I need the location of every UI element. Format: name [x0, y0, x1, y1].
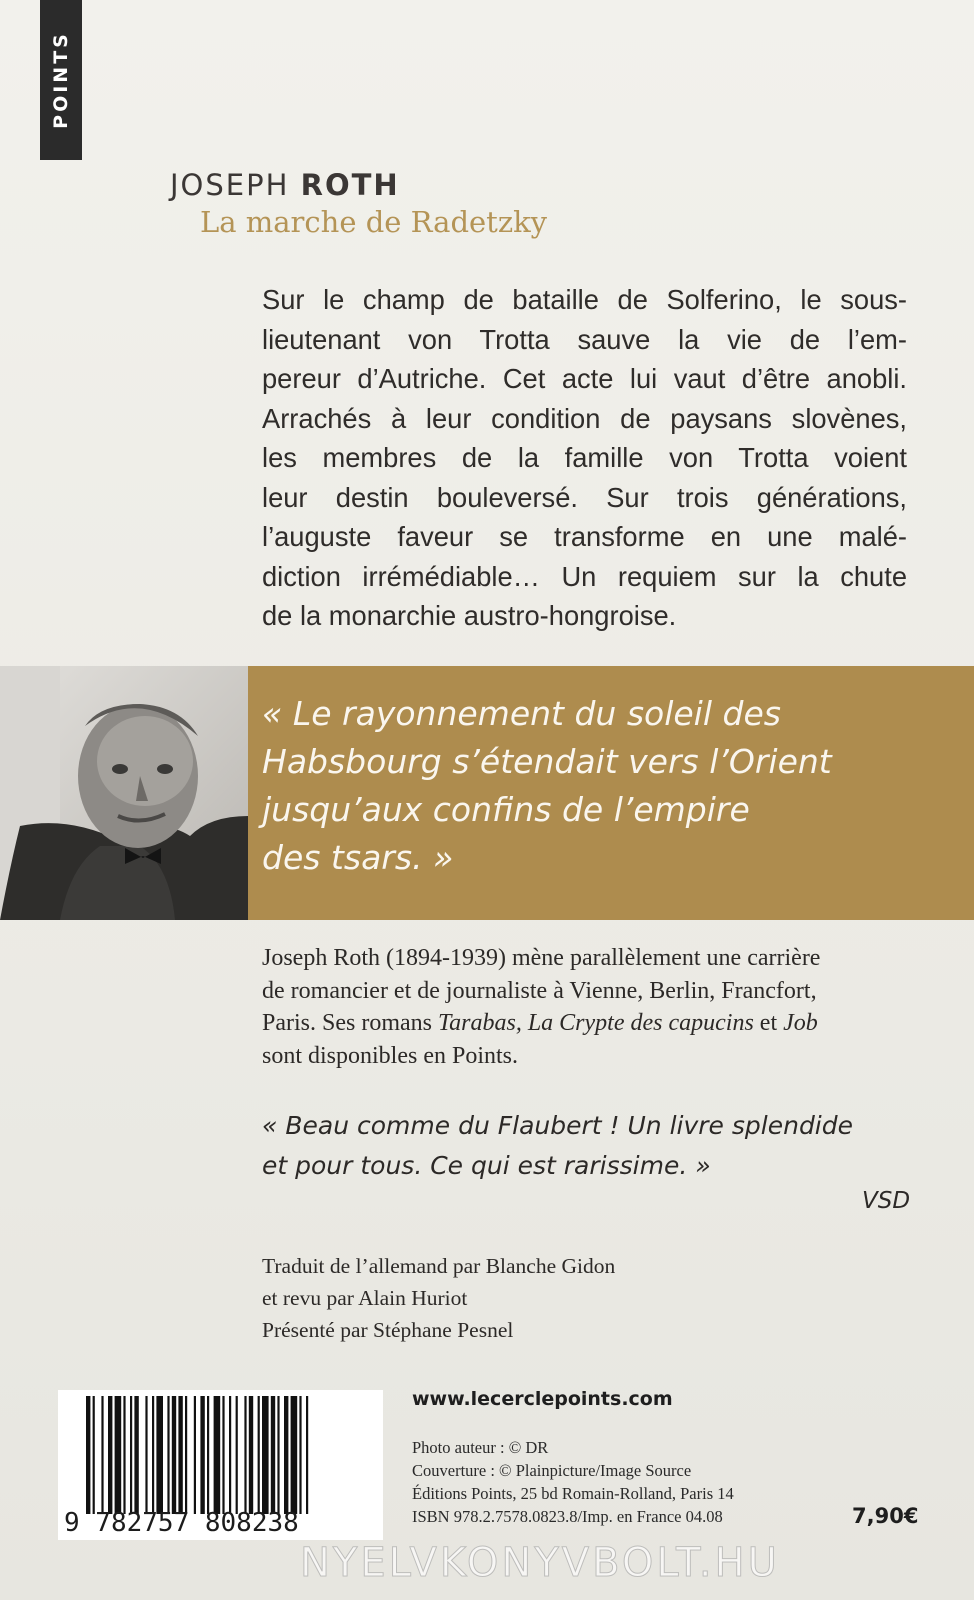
quote-line: « Le rayonnement du soleil des: [262, 694, 781, 733]
author-bio: [262, 942, 922, 1072]
blurb-line: diction irrémédiable… Un requiem sur la chute: [262, 560, 907, 592]
barcode-digits: 9 782757 808238: [64, 1508, 299, 1538]
work-titles: Tarabas, La Crypte des capucins: [438, 1010, 754, 1036]
credit-line: Présenté par Stéphane Pesnel: [262, 1318, 514, 1342]
blurb-line: Sur le champ de bataille de Solferino, le sous-: [262, 284, 907, 315]
blurb-line: leur destin bouleversé. Sur trois générations,: [262, 481, 907, 513]
blurb-line: l’auguste faveur se transforme en une malé-: [262, 521, 907, 552]
blurb-line: pereur d’Autriche. Cet acte lui vaut d’être anobli.: [262, 363, 907, 394]
translation-credits: [262, 1250, 615, 1346]
blurb-line: lieutenant von Trotta sauve la vie de l’em-: [262, 323, 907, 355]
book-title: La marche de Radetzky: [200, 205, 548, 239]
author-first-name: JOSEPH: [170, 168, 290, 202]
blurb-line: Arrachés à leur condition de paysans slovènes,: [262, 402, 907, 434]
author-photo: [0, 666, 248, 920]
review-source: VSD: [862, 1188, 911, 1214]
price: 7,90€: [852, 1504, 919, 1528]
publisher-website[interactable]: www.lecerclepoints.com: [412, 1388, 673, 1410]
review-line: « Beau comme du Flaubert ! Un livre splendide: [262, 1111, 854, 1140]
bio-line: sont disponibles en Points.: [262, 1042, 519, 1069]
legal-line: Photo auteur : © DR: [412, 1438, 549, 1457]
legal-line: Éditions Points, 25 bd Romain-Rolland, Paris 14: [412, 1484, 734, 1503]
watermark: NYELVKONYVBOLT.HU: [300, 1540, 780, 1586]
barcode: [86, 1396, 376, 1514]
blurb-paragraph: [262, 280, 907, 636]
bio-line: Paris. Ses romans Tarabas, La Crypte des capucins et Job: [262, 1010, 818, 1036]
press-review: [262, 1106, 922, 1186]
quote-line: Habsbourg s’étendait vers l’Orient: [262, 742, 832, 781]
bio-line: de romancier et de journaliste à Vienne, Berlin, Francfort,: [262, 977, 817, 1004]
quote-line: jusqu’aux confins de l’empire: [262, 790, 750, 829]
legal-line: Couverture : © Plainpicture/Image Source: [412, 1461, 692, 1480]
pull-quote: [262, 690, 962, 882]
blurb-line: les membres de la famille von Trotta voient: [262, 442, 907, 473]
publisher-tab-label: POINTS: [50, 31, 73, 129]
legal-line: ISBN 978.2.7578.0823.8/Imp. en France 04.08: [412, 1507, 723, 1526]
credit-line: et revu par Alain Huriot: [262, 1286, 468, 1310]
author-name: [170, 168, 400, 202]
blurb-line: de la monarchie austro-hongroise.: [262, 600, 677, 631]
bio-line: Joseph Roth (1894-1939) mène parallèlement une carrière: [262, 945, 821, 971]
credit-line: Traduit de l’allemand par Blanche Gidon: [262, 1254, 616, 1278]
review-line: et pour tous. Ce qui est rarissime. »: [262, 1151, 711, 1180]
author-last-name: ROTH: [300, 168, 400, 202]
quote-line: des tsars. »: [262, 838, 454, 877]
legal-info: [412, 1436, 734, 1528]
work-title: Job: [783, 1010, 818, 1036]
